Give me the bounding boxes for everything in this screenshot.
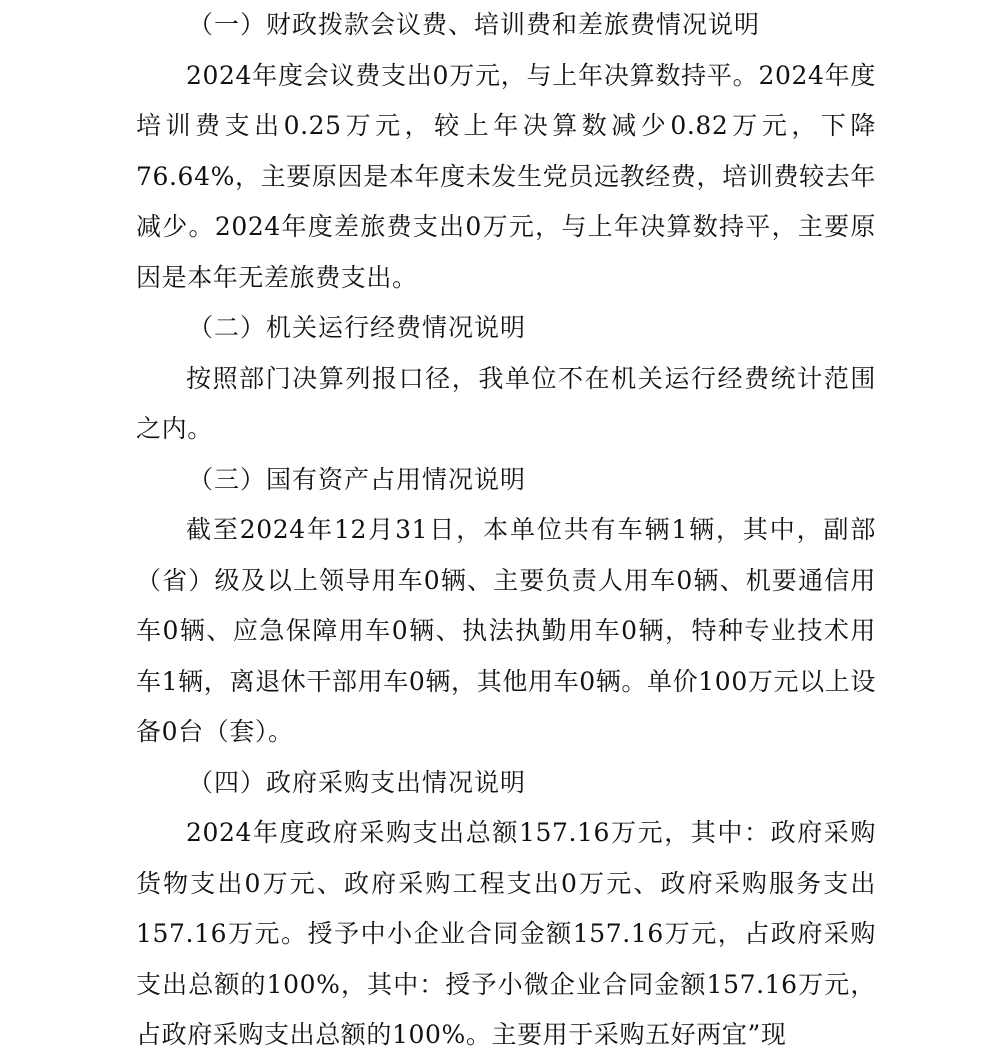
section-paragraph: 按照部门决算列报口径，我单位不在机关运行经费统计范围之内。 (136, 363, 876, 443)
document-page (136, 0, 876, 1061)
section-government-procurement (136, 758, 876, 1061)
section-heading: （三）国有资产占用情况说明 (188, 464, 527, 494)
section-meeting-training-travel (136, 0, 876, 303)
section-paragraph: 2024年度政府采购支出总额157.16万元，其中：政府采购货物支出0万元、政府采购工程支出0万元、政府采购服务支出157.16万元。授予中小企业合同金额157.16万元，占政府采购支出总额的100%，其中：授予小微企业合同金额157.16万元，占政府采购支出总额的100%。主要用于采购五好两宜”现 (136, 818, 876, 1049)
section-paragraph: 截至2024年12月31日，本单位共有车辆1辆，其中，副部（省）级及以上领导用车0辆、主要负责人用车0辆、机要通信用车0辆、应急保障用车0辆、执法执勤用车0辆，特种专业技术用车1辆，离退休干部用车0辆，其他用车0辆。单价100万元以上设备0台（套）。 (136, 515, 876, 746)
section-heading: （一）财政拨款会议费、培训费和差旅费情况说明 (188, 10, 761, 39)
section-paragraph: 2024年度会议费支出0万元，与上年决算数持平。2024年度培训费支出0.25万元，较上年决算数减少0.82万元，下降76.64%，主要原因是本年度未发生党员远教经费，培训费较去年减少。2024年度差旅费支出0万元，与上年决算数持平，主要原因是本年无差旅费支出。 (136, 60, 876, 292)
section-operating-expenses (136, 303, 876, 455)
section-heading: （二）机关运行经费情况说明 (188, 313, 527, 342)
section-state-assets (136, 455, 876, 758)
section-heading: （四）政府采购支出情况说明 (188, 767, 527, 797)
